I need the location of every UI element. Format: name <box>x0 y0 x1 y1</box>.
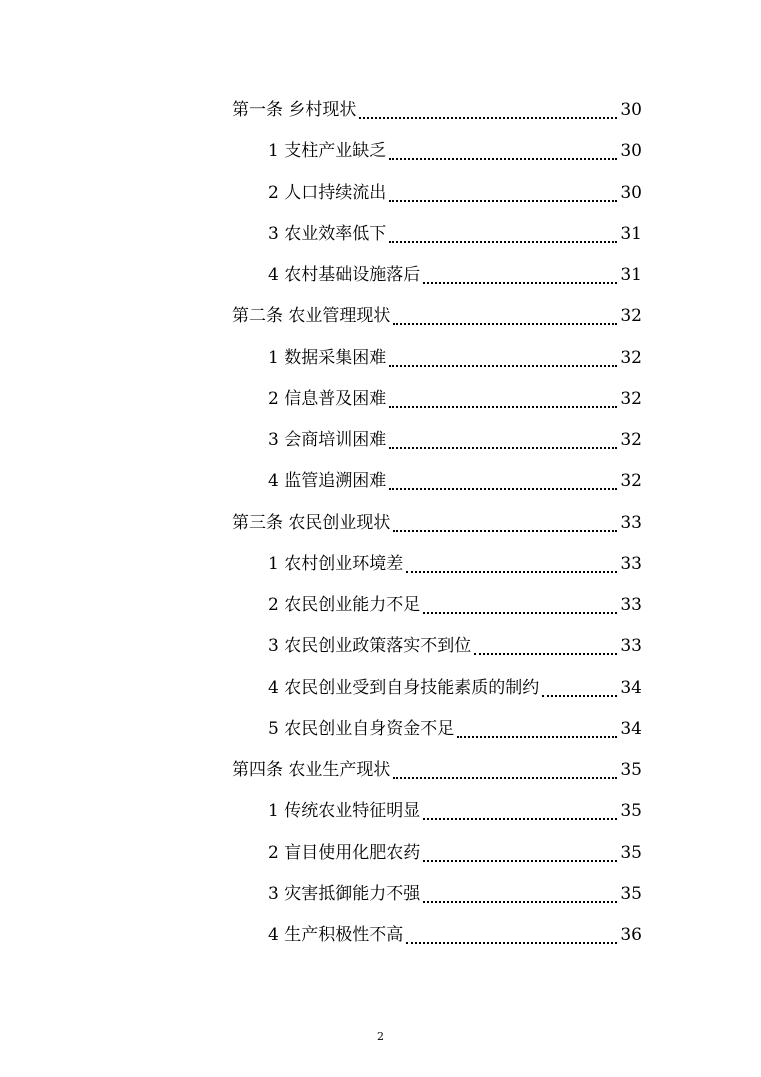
toc-entry-label: 1 数据采集困难 <box>268 347 387 368</box>
toc-entry-label: 3 农业效率低下 <box>268 223 387 244</box>
toc-dot-leader <box>393 530 617 532</box>
toc-entry-page: 33 <box>620 553 642 574</box>
toc-dot-leader <box>423 860 617 862</box>
toc-entry-label: 第一条 乡村现状 <box>232 100 357 120</box>
toc-section-entry <box>232 508 642 538</box>
toc-entry-label: 第二条 农业管理现状 <box>232 306 391 327</box>
toc-section-entry <box>232 755 642 785</box>
toc-entry-label: 2 盲目使用化肥农药 <box>268 842 421 863</box>
toc-entry-page: 36 <box>620 925 642 945</box>
toc-dot-leader <box>389 365 617 367</box>
toc-dot-leader <box>389 488 617 490</box>
toc-entry-page: 33 <box>620 636 642 657</box>
toc-subsection-entry <box>268 549 642 579</box>
toc-entry-page: 31 <box>620 223 642 244</box>
toc-entry-page: 35 <box>620 883 642 904</box>
toc-entry-page: 32 <box>620 430 642 450</box>
toc-entry-label: 2 信息普及困难 <box>268 388 387 409</box>
toc-entry-label: 1 农村创业环境差 <box>268 553 404 574</box>
toc-subsection-entry <box>268 219 642 249</box>
toc-entry-page: 32 <box>620 388 642 409</box>
toc-dot-leader <box>406 942 617 944</box>
toc-dot-leader <box>393 777 617 779</box>
toc-dot-leader <box>389 406 617 408</box>
toc-entry-label: 1 传统农业特征明显 <box>268 801 421 822</box>
toc-entry-label: 3 农民创业政策落实不到位 <box>268 636 472 657</box>
toc-entry-page: 34 <box>620 677 642 698</box>
toc-entry-page: 31 <box>620 265 642 285</box>
toc-entry-page: 30 <box>620 100 642 120</box>
toc-entry-label: 2 人口持续流出 <box>268 182 387 203</box>
toc-section-entry <box>232 95 642 125</box>
toc-entry-label: 第四条 农业生产现状 <box>232 760 391 780</box>
toc-entry-label: 3 会商培训困难 <box>268 430 387 450</box>
toc-entry-page: 35 <box>620 801 642 822</box>
toc-entry-label: 第三条 农民创业现状 <box>232 512 391 533</box>
toc-dot-leader <box>389 447 617 449</box>
toc-entry-page: 30 <box>620 182 642 203</box>
toc-subsection-entry <box>268 343 642 373</box>
toc-entry-page: 35 <box>620 842 642 863</box>
toc-entry-label: 2 农民创业能力不足 <box>268 595 421 615</box>
page-number: 2 <box>377 1030 384 1043</box>
toc-subsection-entry <box>268 879 642 909</box>
toc-dot-leader <box>389 158 617 160</box>
toc-entry-page: 32 <box>620 306 642 327</box>
toc-dot-leader <box>393 323 617 325</box>
toc-dot-leader <box>474 653 617 655</box>
toc-subsection-entry <box>268 136 642 166</box>
toc-dot-leader <box>389 241 617 243</box>
toc-subsection-entry <box>268 260 642 290</box>
toc-entry-label: 4 监管追溯困难 <box>268 471 387 492</box>
toc-dot-leader <box>359 117 617 119</box>
toc-subsection-entry <box>268 466 642 496</box>
toc-subsection-entry <box>268 590 642 620</box>
toc-entry-page: 34 <box>620 718 642 739</box>
toc-entry-label: 4 生产积极性不高 <box>268 925 404 945</box>
toc-subsection-entry <box>268 796 642 826</box>
toc-section-entry <box>232 301 642 331</box>
toc-dot-leader <box>423 612 617 614</box>
toc-subsection-entry <box>268 838 642 868</box>
toc-entry-page: 32 <box>620 471 642 492</box>
toc-entry-page: 33 <box>620 595 642 615</box>
toc-entry-label: 3 灾害抵御能力不强 <box>268 883 421 904</box>
toc-dot-leader <box>542 695 617 697</box>
toc-subsection-entry <box>268 631 642 661</box>
toc-entry-page: 32 <box>620 347 642 368</box>
toc-entry-page: 30 <box>620 141 642 162</box>
toc-dot-leader <box>423 818 617 820</box>
toc-subsection-entry <box>268 425 642 455</box>
toc-dot-leader <box>423 282 617 284</box>
toc-entry-label: 4 农村基础设施落后 <box>268 265 421 285</box>
toc-subsection-entry <box>268 920 642 950</box>
toc-subsection-entry <box>268 384 642 414</box>
toc-entry-page: 33 <box>620 512 642 533</box>
toc-subsection-entry <box>268 714 642 744</box>
toc-entry-label: 5 农民创业自身资金不足 <box>268 718 455 739</box>
toc-subsection-entry <box>268 178 642 208</box>
toc-dot-leader <box>423 901 617 903</box>
toc-dot-leader <box>389 200 617 202</box>
toc-dot-leader <box>457 736 617 738</box>
toc-entry-label: 1 支柱产业缺乏 <box>268 141 387 162</box>
toc-subsection-entry <box>268 673 642 703</box>
toc-dot-leader <box>406 571 617 573</box>
toc-entry-page: 35 <box>620 760 642 780</box>
toc-entry-label: 4 农民创业受到自身技能素质的制约 <box>268 677 540 698</box>
